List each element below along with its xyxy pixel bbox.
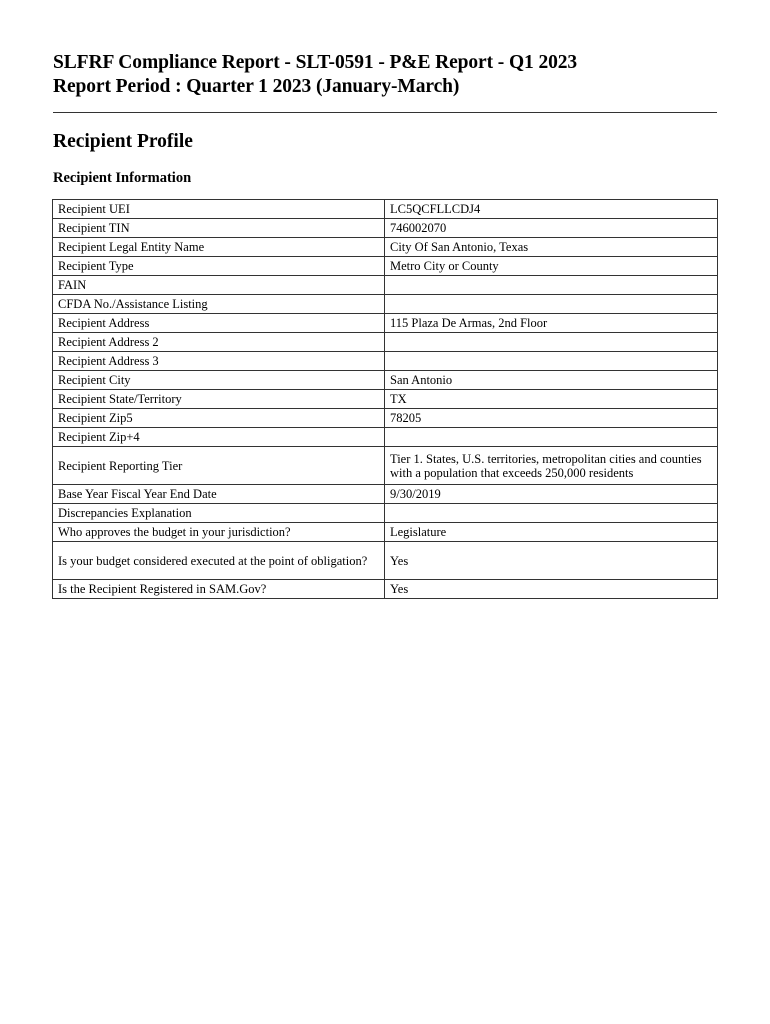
table-row — [53, 257, 718, 276]
row-label: Recipient Zip+4 — [53, 428, 385, 447]
row-label: Recipient Address 3 — [53, 352, 385, 371]
table-row — [53, 523, 718, 542]
row-label: Discrepancies Explanation — [53, 504, 385, 523]
row-value: 78205 — [385, 409, 718, 428]
table-row — [53, 504, 718, 523]
row-value — [385, 504, 718, 523]
row-value: City Of San Antonio, Texas — [385, 238, 718, 257]
row-value: Legislature — [385, 523, 718, 542]
table-row — [53, 352, 718, 371]
table-row — [53, 390, 718, 409]
title-divider — [53, 112, 717, 113]
table-row — [53, 219, 718, 238]
row-value: 746002070 — [385, 219, 718, 238]
row-value — [385, 428, 718, 447]
row-label: Recipient Address — [53, 314, 385, 333]
row-value — [385, 352, 718, 371]
row-value — [385, 333, 718, 352]
table-row — [53, 295, 718, 314]
section-title: Recipient Profile — [53, 131, 193, 152]
row-value: San Antonio — [385, 371, 718, 390]
row-label: Recipient Type — [53, 257, 385, 276]
table-row — [53, 238, 718, 257]
table-row — [53, 314, 718, 333]
report-title-line-2: Report Period : Quarter 1 2023 (January-March) — [53, 76, 460, 97]
row-value — [385, 276, 718, 295]
row-label: Is the Recipient Registered in SAM.Gov? — [53, 580, 385, 599]
row-label: CFDA No./Assistance Listing — [53, 295, 385, 314]
row-label: Is your budget considered executed at the point of obligation? — [53, 542, 385, 580]
row-value: 9/30/2019 — [385, 485, 718, 504]
row-label: Base Year Fiscal Year End Date — [53, 485, 385, 504]
row-value: Tier 1. States, U.S. territories, metropolitan cities and counties with a population that exceeds 250,000 residents — [385, 447, 718, 485]
row-label: FAIN — [53, 276, 385, 295]
table-row — [53, 428, 718, 447]
table-row — [53, 447, 718, 485]
row-label: Recipient TIN — [53, 219, 385, 238]
row-label: Recipient City — [53, 371, 385, 390]
row-label: Recipient Address 2 — [53, 333, 385, 352]
row-value: Metro City or County — [385, 257, 718, 276]
table-row — [53, 409, 718, 428]
table-row — [53, 542, 718, 580]
report-title — [53, 51, 723, 99]
subsection-title: Recipient Information — [53, 170, 192, 186]
table-row — [53, 371, 718, 390]
row-label: Who approves the budget in your jurisdiction? — [53, 523, 385, 542]
row-label: Recipient UEI — [53, 200, 385, 219]
row-value: 115 Plaza De Armas, 2nd Floor — [385, 314, 718, 333]
table-row — [53, 200, 718, 219]
row-value — [385, 295, 718, 314]
table-row — [53, 333, 718, 352]
row-value: LC5QCFLLCDJ4 — [385, 200, 718, 219]
table-row — [53, 580, 718, 599]
recipient-info-table — [52, 199, 718, 599]
row-value: TX — [385, 390, 718, 409]
row-label: Recipient State/Territory — [53, 390, 385, 409]
report-title-line-1: SLFRF Compliance Report - SLT-0591 - P&E Report - Q1 2023 — [53, 52, 578, 73]
row-label: Recipient Zip5 — [53, 409, 385, 428]
table-row — [53, 276, 718, 295]
row-value: Yes — [385, 580, 718, 599]
row-value: Yes — [385, 542, 718, 580]
row-label: Recipient Legal Entity Name — [53, 238, 385, 257]
table-row — [53, 485, 718, 504]
row-label: Recipient Reporting Tier — [53, 447, 385, 485]
